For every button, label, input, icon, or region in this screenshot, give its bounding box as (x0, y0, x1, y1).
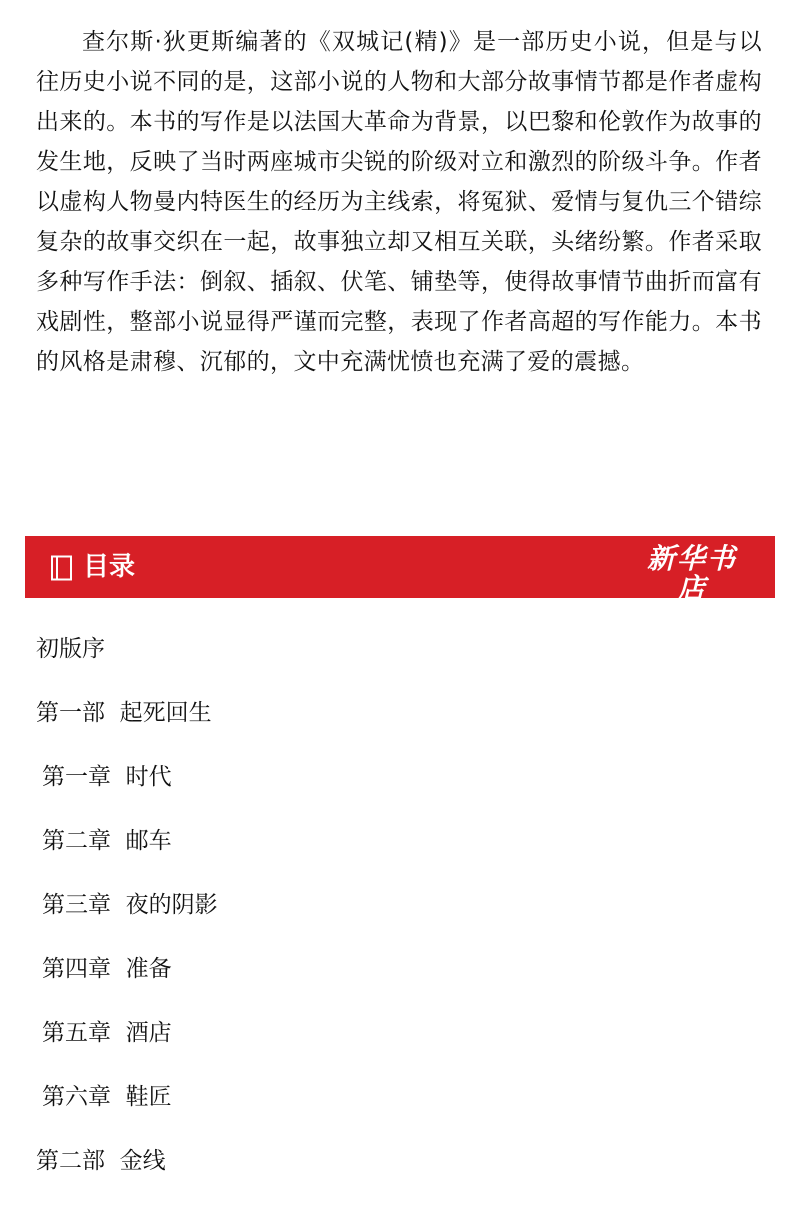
brand-logo (637, 542, 747, 615)
toc-item[interactable]: 第六章 鞋匠 (42, 1084, 172, 1110)
toc-item[interactable]: 第五章 酒店 (42, 1020, 172, 1046)
intro-paragraph: 查尔斯·狄更斯编著的《双城记(精)》是一部历史小说，但是与以往历史小说不同的是，这部小说的人物和大部分故事情节都是作者虚构出来的。本书的写作是以法国大革命为背景，以巴黎和伦敦作为故事的发生地，反映了当时两座城市尖锐的阶级对立和激烈的阶级斗争。作者以虚构人物曼内特医生的经历为主线索，将冤狱、爱情与复仇三个错综复杂的故事交织在一起，故事独立却又相互关联，头绪纷繁。作者采取多种写作手法：倒叙、插叙、伏笔、铺垫等，使得故事情节曲折而富有戏剧性，整部小说显得严谨而完整，表现了作者高超的写作能力。本书的风格是肃穆、沉郁的，文中充满忧愤也充满了爱的震撼。 (36, 29, 762, 375)
toc-item[interactable]: 第一部 起死回生 (36, 700, 212, 726)
toc-item[interactable]: 第二章 邮车 (42, 828, 172, 854)
toc-item[interactable]: 第一章 时代 (42, 764, 172, 790)
toc-banner (25, 536, 775, 615)
toc-item[interactable]: 第三章 夜的阴影 (42, 892, 218, 918)
brand-logo-subtitle: XINHUA BOOKSTORE (643, 607, 741, 615)
toc-title: 目录 (83, 552, 136, 582)
book-icon (50, 555, 74, 581)
toc-list (36, 630, 218, 1206)
toc-item[interactable]: 初版序 (36, 636, 105, 662)
brand-logo-mark: 新华书店 (646, 542, 737, 605)
toc-item[interactable]: 第二部 金线 (36, 1148, 166, 1174)
toc-item[interactable]: 第四章 准备 (42, 956, 172, 982)
